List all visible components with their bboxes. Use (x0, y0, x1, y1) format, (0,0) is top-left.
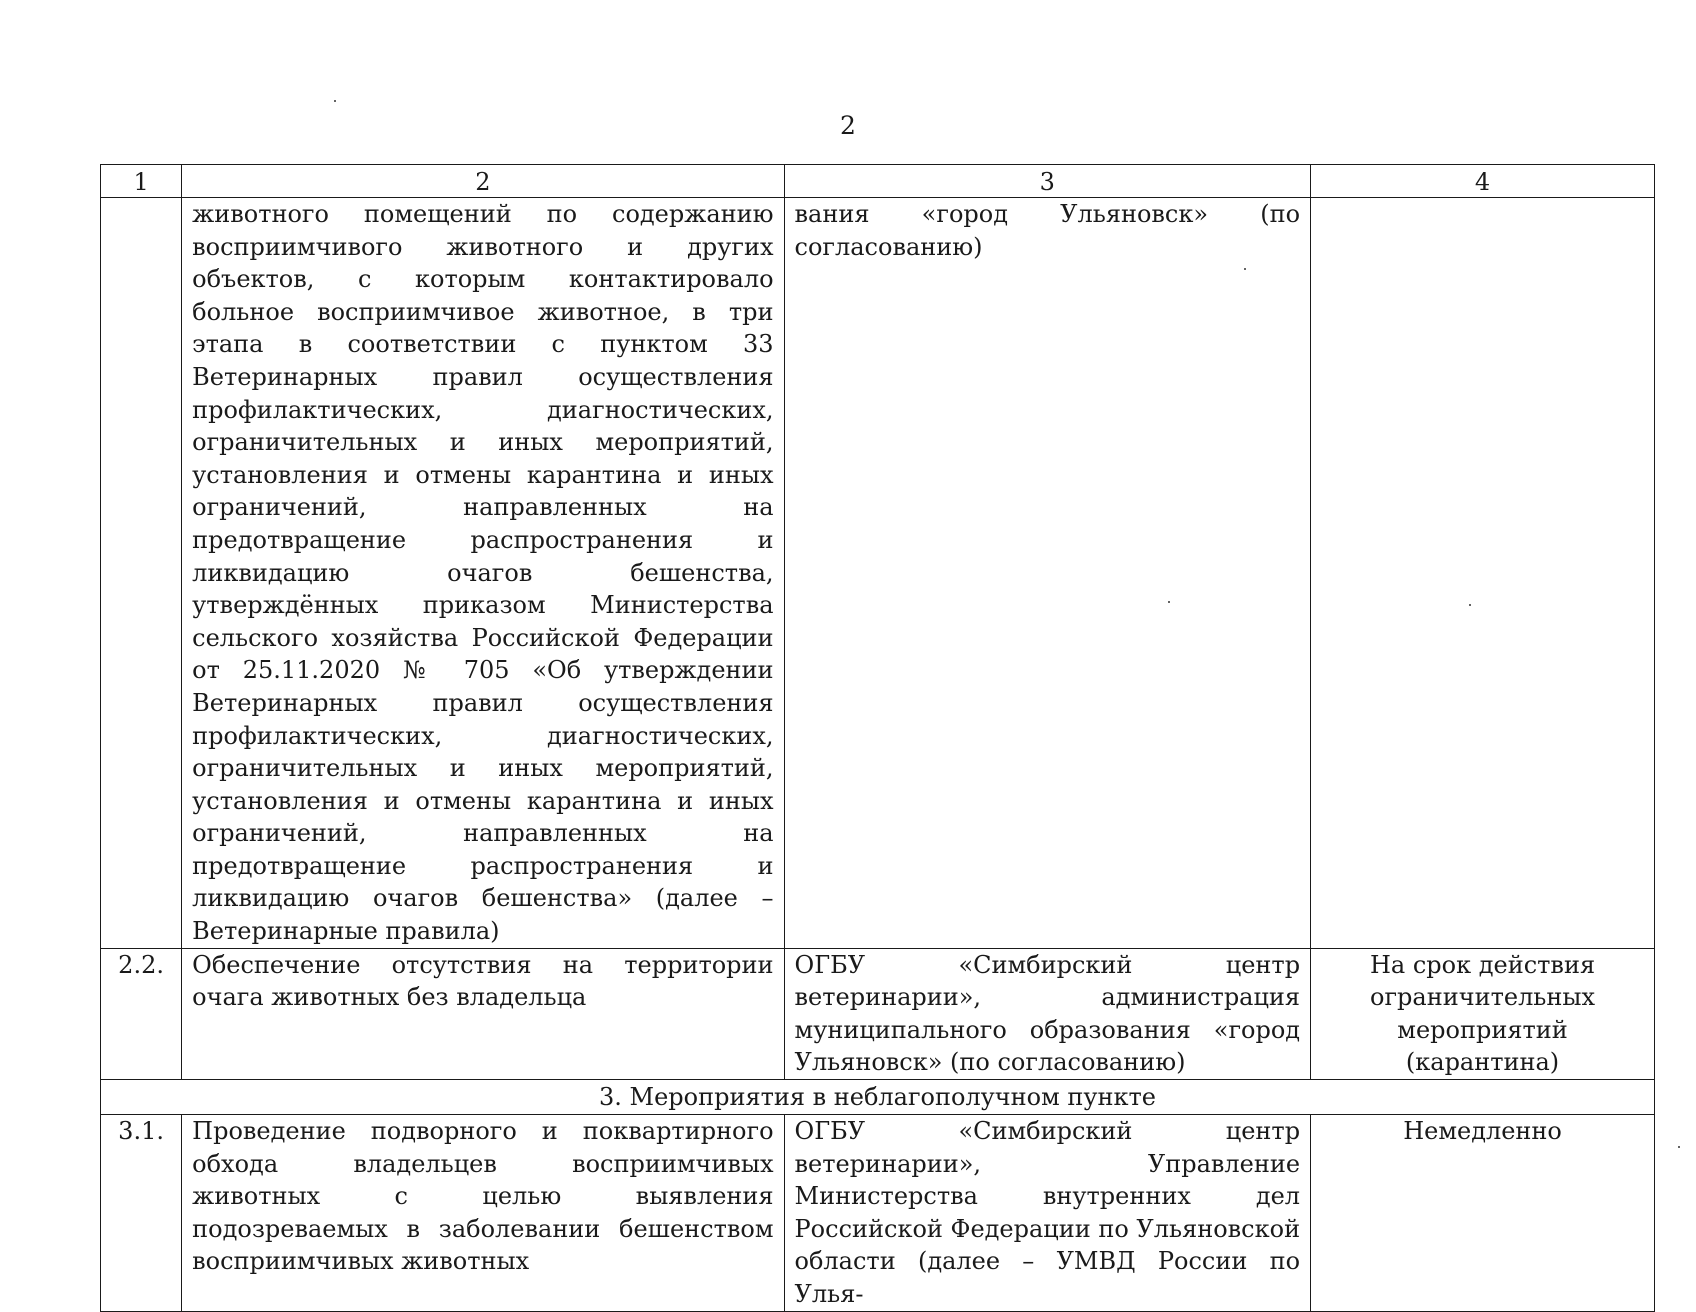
table-row (101, 1115, 1655, 1312)
term-cell (1311, 198, 1655, 949)
executor-cell (784, 948, 1311, 1079)
executor-cell (784, 1115, 1311, 1312)
measure-cell (182, 948, 784, 1079)
table-row (101, 198, 1655, 949)
speck (1168, 601, 1170, 603)
executor-text: ОГБУ «Симбирский центр ветеринарии», Управление Министерства внутренних дел Российской Федерации по Ульяновской области (далее – УМВД России по Улья- (794, 1117, 1301, 1308)
header-col-3: 3 (784, 165, 1311, 198)
executor-text: вания «город Ульяновск» (по согласованию) (794, 200, 1301, 261)
header-col-1: 1 (101, 165, 182, 198)
executor-cell (784, 198, 1311, 949)
measure-cell (182, 1115, 784, 1312)
executor-text: ОГБУ «Симбирский центр ветеринарии», администрация муниципального образования «город Ульяновск» (по согласованию) (794, 950, 1301, 1077)
header-col-2: 2 (182, 165, 784, 198)
measures-table (100, 164, 1655, 1312)
header-col-4: 4 (1311, 165, 1655, 198)
measure-text: Обеспечение отсутствия на территории очага животных без владельца (192, 950, 774, 1012)
term-cell (1311, 1115, 1655, 1312)
page-number: 2 (840, 111, 856, 140)
measure-text: Проведение подворного и поквартирного обхода владельцев восприимчивых животных с целью выявления подозреваемых в заболевании бешенством восприимчивых животных (192, 1117, 774, 1276)
term-text: Немедленно (1403, 1117, 1562, 1146)
speck (1469, 604, 1471, 606)
speck (1244, 268, 1246, 270)
table-header-row (101, 165, 1655, 198)
section-title: 3. Мероприятия в неблагополучном пункте (101, 1080, 1655, 1115)
term-text: На срок действия ограничительных мероприятий (карантина) (1369, 950, 1596, 1077)
term-cell (1311, 948, 1655, 1079)
measure-text: животного помещений по содержанию восприимчивого животного и других объектов, с которым контактировало больное восприимчивое животное, в три этапа в соответствии с пунктом 33 Ветеринарных правил осуществления профилактических, диагностических, ограничительных и иных мероприятий, установления и отмены карантина и иных ограничений, направленных на предотвращение распространения и ликвидацию очагов бешенства, утверждённых приказом Министерства сельского хозяйства Российской Федерации от 25.11.2020 № 705 «Об утверждении Ветеринарных правил осуществления профилактических, диагностических, ограничительных и иных мероприятий, установления и отмены карантина и иных ограничений, направленных на предотвращение распространения и ликвидацию очагов бешенства» (далее – Ветеринарные правила) (192, 200, 774, 946)
table-row (101, 948, 1655, 1079)
row-number (101, 198, 182, 949)
measure-cell (182, 198, 784, 949)
speck (334, 100, 336, 102)
row-number: 2.2. (101, 948, 182, 1079)
row-number: 3.1. (101, 1115, 182, 1312)
speck (1678, 1146, 1680, 1148)
section-row (101, 1080, 1655, 1115)
